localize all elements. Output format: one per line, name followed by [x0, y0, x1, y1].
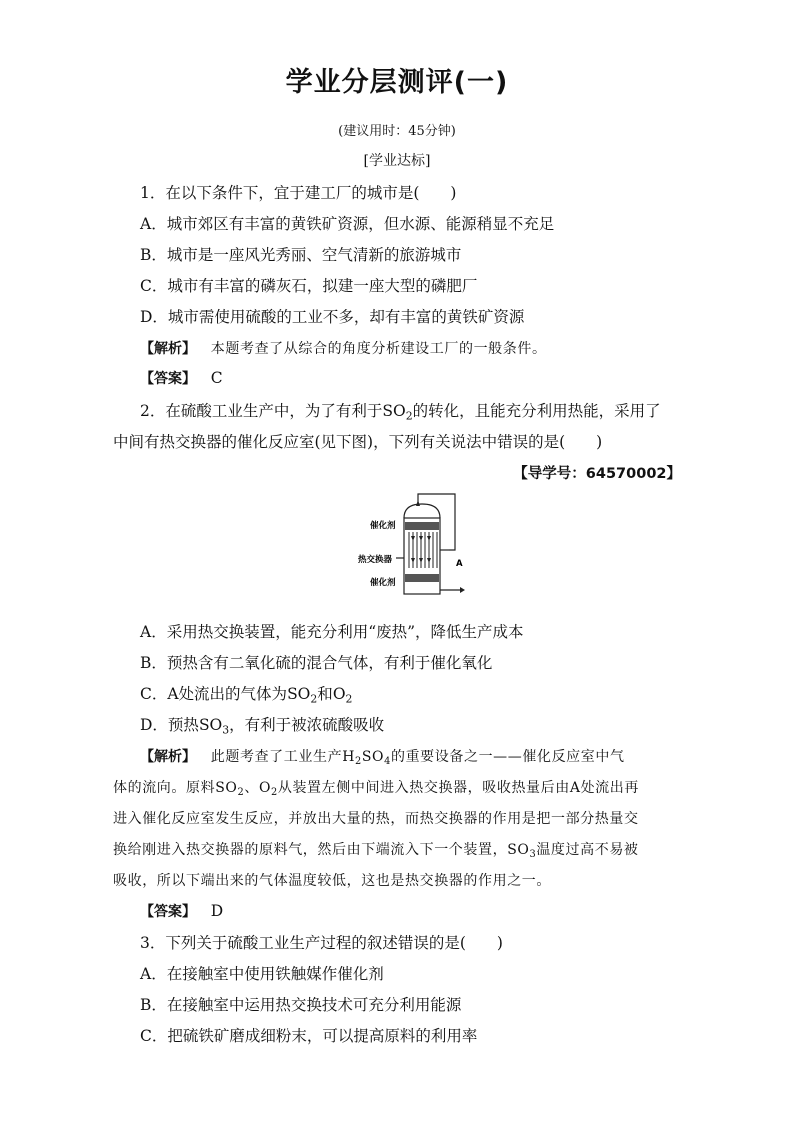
label-catalyst-top: 催化剂	[370, 521, 396, 531]
formula-subscript: 3	[222, 723, 230, 737]
formula-so: SO	[507, 842, 530, 858]
guide-number: 【导学号：64570002】	[513, 466, 681, 482]
formula-subscript: 2	[310, 692, 318, 706]
pipe-arrow-up	[416, 500, 420, 506]
formula-subscript: 4	[384, 755, 391, 767]
opt-d-text: D．预热	[140, 716, 199, 734]
q1-option-d: D．城市需使用硫酸的工业不多，却有丰富的黄铁矿资源	[140, 308, 525, 326]
q2-option-d	[140, 713, 384, 736]
q2-option-c	[140, 682, 352, 705]
q1-option-a: A．城市郊区有丰富的黄铁矿资源，但水源、能源稍显不充足	[140, 215, 555, 233]
answer-label: 【答案】	[140, 904, 196, 920]
time-suggestion: (建议用时：45分钟)	[338, 124, 456, 139]
formula-subscript: 2	[271, 786, 278, 798]
q3-option-a: A．在接触室中使用铁触媒作催化剂	[140, 965, 384, 983]
q2-analysis-line2	[113, 777, 639, 798]
formula-subscript: 2	[237, 786, 245, 798]
formula-subscript: 2	[405, 409, 413, 423]
opt-c-text: C．A处流出的气体为	[140, 685, 288, 703]
analysis-label: 【解析】	[140, 749, 196, 765]
an-text: 体的流向。原料	[113, 780, 216, 796]
q1-answer	[140, 368, 223, 388]
q2-option-b: B．预热含有二氧化硫的混合气体，有利于催化氧化	[140, 654, 493, 672]
formula-subscript: 3	[529, 848, 537, 860]
q2-option-a: A．采用热交换装置，能充分利用“废热”，降低生产成本	[140, 623, 524, 641]
q2-stem-line1	[140, 399, 661, 422]
formula-so: SO	[382, 402, 406, 420]
q2-answer	[140, 901, 223, 921]
q2-analysis-line3: 进入催化反应室发生反应，并放出大量的热，而热交换器的作用是把一部分热量交	[113, 811, 639, 827]
formula-so: SO	[198, 716, 223, 734]
opt-c-and: 和	[317, 685, 333, 703]
analysis-text	[211, 749, 625, 765]
an-text: 换给刚进入热交换器的原料气，然后由下端流入下一个装置，	[113, 842, 508, 858]
formula-subscript: 2	[345, 692, 353, 706]
formula-o: O	[258, 780, 272, 796]
q2-stem-line2: 中间有热交换器的催化反应室(见下图)，下列有关说法中错误的是( )	[113, 433, 603, 451]
an-text: 、	[244, 780, 259, 796]
q3-option-c: C．把硫铁矿磨成细粉末，可以提高原料的利用率	[140, 1027, 478, 1045]
catalyst-bed-top	[405, 522, 439, 530]
section-heading: [学业达标]	[363, 153, 431, 169]
an-text: 从装置左侧中间进入热交换器，吸收热量后由A处流出再	[277, 780, 639, 796]
label-heat-exchanger: 热交换器	[358, 555, 393, 565]
formula-so: SO	[361, 749, 385, 765]
label-a: A	[456, 559, 463, 569]
q2-analysis-line5: 吸收，所以下端出来的气体温度较低，这也是热交换器的作用之一。	[113, 873, 551, 889]
q1-option-b: B．城市是一座风光秀丽、空气清新的旅游城市	[140, 246, 462, 264]
reactor-diagram	[352, 488, 472, 606]
q2-analysis-line1	[140, 746, 625, 767]
q1-analysis	[140, 338, 547, 358]
q1-option-c: C．城市有丰富的磷灰石，拟建一座大型的磷肥厂	[140, 277, 478, 295]
reactor-svg	[352, 488, 472, 606]
outlet-arrow	[460, 587, 465, 593]
catalyst-bed-bottom	[405, 574, 439, 582]
page-title: 学业分层测评(一)	[285, 67, 509, 98]
q2-stem-text-b: 的转化，且能充分利用热能，采用了	[412, 402, 661, 420]
q3-option-b: B．在接触室中运用热交换技术可充分利用能源	[140, 996, 462, 1014]
q2-analysis-line4	[113, 839, 639, 860]
formula-subscript: 2	[355, 755, 362, 767]
formula-so: SO	[287, 685, 311, 703]
q3-stem: 3．下列关于硫酸工业生产过程的叙述错误的是( )	[140, 934, 503, 952]
an-text: 此题考查了工业生产	[210, 749, 343, 765]
reactor-dome	[404, 504, 440, 518]
answer-value: C	[210, 369, 223, 387]
answer-value: D	[210, 902, 224, 920]
q2-stem-text-a: 2．在硫酸工业生产中，为了有利于	[140, 402, 383, 420]
an-text: 的重要设备之一——催化反应室中气	[390, 749, 625, 765]
formula-h: H	[342, 749, 355, 765]
analysis-label: 【解析】	[140, 341, 196, 357]
q1-stem: 1．在以下条件下，宜于建工厂的城市是( )	[140, 184, 457, 202]
answer-label: 【答案】	[140, 371, 196, 387]
label-catalyst-bottom: 催化剂	[370, 578, 396, 588]
analysis-text: 本题考查了从综合的角度分析建设工厂的一般条件。	[210, 341, 547, 357]
an-text: 温度过高不易被	[536, 842, 639, 858]
formula-so: SO	[215, 780, 238, 796]
formula-o: O	[332, 685, 346, 703]
opt-d-text-post: ，有利于被浓硫酸吸收	[229, 716, 385, 734]
